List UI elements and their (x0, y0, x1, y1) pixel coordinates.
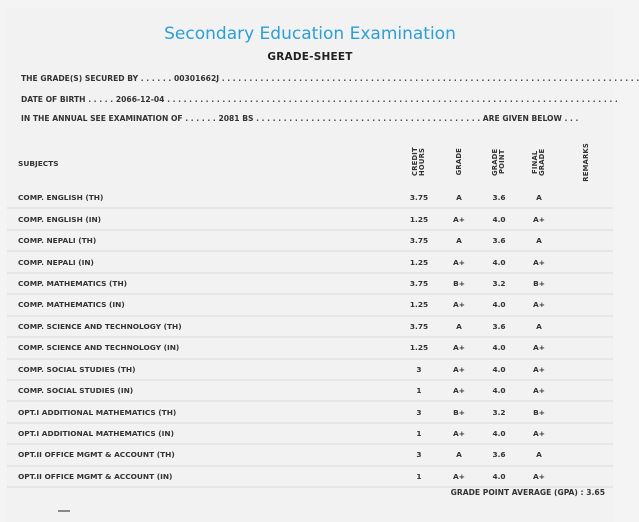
grade-point-cell: 4.0 (479, 359, 519, 380)
remarks-cell (559, 359, 613, 380)
credit-hours-cell: 1.25 (399, 251, 439, 272)
grade-secured-value: 00301662J (173, 74, 220, 83)
remarks-cell (559, 423, 613, 444)
table-row (7, 251, 613, 272)
final-grade-cell: A+ (519, 208, 559, 229)
final-grade-cell: B+ (519, 273, 559, 294)
grade-point-cell: 3.6 (479, 187, 519, 208)
grade-cell: A+ (439, 423, 479, 444)
dob-line: DATE OF BIRTH . . . . . 2066-12-04 . . . . . . . . . . . . . . . . . . . . . . . . . . . . . . . . . . . . . . . . . . . . . . . . . . . . . . . . . . . . . . . . . . . . . . . . . . . . . . . . . . (21, 95, 618, 104)
table-row (7, 230, 613, 251)
bottom-rule (58, 510, 70, 512)
final-grade-cell: A+ (519, 466, 559, 487)
gpa-value: 3.65 (586, 488, 605, 497)
table-row (7, 401, 613, 422)
credit-hours-cell: 3.75 (399, 273, 439, 294)
remarks-cell (559, 273, 613, 294)
page-subtitle: GRADE-SHEET (267, 51, 353, 63)
gpa-label: GRADE POINT AVERAGE (GPA) : (450, 488, 584, 497)
subject-cell: COMP. NEPALI (IN) (7, 251, 399, 272)
credit-hours-cell: 1 (399, 380, 439, 401)
grade-point-cell: 4.0 (479, 251, 519, 272)
table-row (7, 273, 613, 294)
table-row (7, 359, 613, 380)
table-row (7, 466, 613, 487)
grade-point-cell: 3.2 (479, 273, 519, 294)
table-header-row (7, 139, 613, 187)
final-grade-cell: A+ (519, 380, 559, 401)
subject-cell: COMP. MATHEMATICS (IN) (7, 294, 399, 315)
grade-cell: A+ (439, 294, 479, 315)
header-final-grade-label: FINAL GRADE (531, 148, 546, 176)
grade-secured-label: THE GRADE(S) SECURED BY (21, 74, 139, 83)
grade-cell: B+ (439, 273, 479, 294)
credit-hours-cell: 3.75 (399, 230, 439, 251)
table-row (7, 337, 613, 358)
exam-tail: ARE GIVEN BELOW (482, 114, 562, 123)
grade-point-cell: 4.0 (479, 208, 519, 229)
credit-hours-cell: 3 (399, 401, 439, 422)
remarks-cell (559, 380, 613, 401)
subject-cell: OPT.I ADDITIONAL MATHEMATICS (TH) (7, 401, 399, 422)
credit-hours-cell: 3 (399, 359, 439, 380)
subject-cell: COMP. SCIENCE AND TECHNOLOGY (TH) (7, 316, 399, 337)
credit-hours-cell: 3.75 (399, 316, 439, 337)
grade-point-cell: 3.6 (479, 316, 519, 337)
grade-point-cell: 4.0 (479, 337, 519, 358)
table-row (7, 208, 613, 229)
final-grade-cell: A (519, 444, 559, 465)
final-grade-cell: A+ (519, 294, 559, 315)
grade-secured-line: THE GRADE(S) SECURED BY . . . . . . 00301662J . . . . . . . . . . . . . . . . . . . . . . . . . . . . . . . . . . . . . . . . . . . . . . . . . . . . . . . . . . . . . . . . . . . . . . . . . . . . (21, 74, 639, 83)
final-grade-cell: B+ (519, 401, 559, 422)
grade-point-cell: 3.6 (479, 230, 519, 251)
subject-cell: COMP. SOCIAL STUDIES (TH) (7, 359, 399, 380)
subject-cell: COMP. NEPALI (TH) (7, 230, 399, 251)
exam-label: IN THE ANNUAL SEE EXAMINATION OF (21, 114, 183, 123)
remarks-cell (559, 337, 613, 358)
final-grade-cell: A+ (519, 359, 559, 380)
subject-cell: OPT.II OFFICE MGMT & ACCOUNT (TH) (7, 444, 399, 465)
page-title: Secondary Education Examination (164, 24, 456, 44)
subject-cell: COMP. SCIENCE AND TECHNOLOGY (IN) (7, 337, 399, 358)
header-remarks (559, 139, 613, 187)
header-final-grade (519, 139, 559, 187)
dob-label: DATE OF BIRTH (21, 95, 86, 104)
remarks-cell (559, 466, 613, 487)
subject-cell: OPT.I ADDITIONAL MATHEMATICS (IN) (7, 423, 399, 444)
grade-cell: A (439, 444, 479, 465)
remarks-cell (559, 316, 613, 337)
subject-cell: COMP. ENGLISH (IN) (7, 208, 399, 229)
grade-point-cell: 4.0 (479, 294, 519, 315)
header-credit-hours-label: CREDIT HOURS (411, 147, 426, 177)
final-grade-cell: A+ (519, 423, 559, 444)
header-subjects: SUBJECTS (18, 158, 59, 168)
credit-hours-cell: 1 (399, 423, 439, 444)
grade-point-cell: 4.0 (479, 466, 519, 487)
remarks-cell (559, 230, 613, 251)
grade-cell: A+ (439, 251, 479, 272)
exam-line: IN THE ANNUAL SEE EXAMINATION OF . . . . . . 2081 BS . . . . . . . . . . . . . . . . . . . . . . . . . . . . . . . . . . . . . . . . . ARE GIVEN BELOW . . . (21, 114, 579, 123)
credit-hours-cell: 3.75 (399, 187, 439, 208)
remarks-cell (559, 401, 613, 422)
grade-cell: A (439, 187, 479, 208)
remarks-cell (559, 444, 613, 465)
remarks-cell (559, 208, 613, 229)
grade-point-cell: 4.0 (479, 423, 519, 444)
remarks-cell (559, 294, 613, 315)
grade-cell: A (439, 230, 479, 251)
gpa-summary (7, 488, 605, 497)
remarks-cell (559, 251, 613, 272)
header-credit-hours (399, 139, 439, 187)
grade-point-cell: 4.0 (479, 380, 519, 401)
grade-sheet (7, 8, 639, 522)
final-grade-cell: A (519, 187, 559, 208)
table-row (7, 187, 613, 208)
grade-point-cell: 3.6 (479, 444, 519, 465)
grade-cell: A+ (439, 466, 479, 487)
subject-cell: OPT.II OFFICE MGMT & ACCOUNT (IN) (7, 466, 399, 487)
grade-cell: B+ (439, 401, 479, 422)
credit-hours-cell: 1.25 (399, 294, 439, 315)
header-grade-point (479, 139, 519, 187)
final-grade-cell: A (519, 230, 559, 251)
credit-hours-cell: 3 (399, 444, 439, 465)
final-grade-cell: A (519, 316, 559, 337)
header-grade-point-label: GRADE POINT (491, 148, 506, 176)
grade-cell: A+ (439, 337, 479, 358)
subject-cell: COMP. SOCIAL STUDIES (IN) (7, 380, 399, 401)
header-grade-label: GRADE (454, 148, 463, 176)
credit-hours-cell: 1.25 (399, 208, 439, 229)
grades-table-wrap (7, 139, 613, 479)
subject-cell: COMP. ENGLISH (TH) (7, 187, 399, 208)
subject-cell: COMP. MATHEMATICS (TH) (7, 273, 399, 294)
dob-value: 2066-12-04 (115, 95, 165, 104)
grade-cell: A+ (439, 208, 479, 229)
table-row (7, 444, 613, 465)
header-grade (439, 139, 479, 187)
final-grade-cell: A+ (519, 337, 559, 358)
credit-hours-cell: 1.25 (399, 337, 439, 358)
credit-hours-cell: 1 (399, 466, 439, 487)
grade-point-cell: 3.2 (479, 401, 519, 422)
final-grade-cell: A+ (519, 251, 559, 272)
grades-table (7, 139, 613, 488)
table-row (7, 294, 613, 315)
grade-cell: A (439, 316, 479, 337)
exam-value: 2081 BS (218, 114, 254, 123)
grade-cell: A+ (439, 380, 479, 401)
table-row (7, 423, 613, 444)
grade-cell: A+ (439, 359, 479, 380)
remarks-cell (559, 187, 613, 208)
table-row (7, 316, 613, 337)
table-row (7, 380, 613, 401)
header-remarks-label: REMARKS (581, 142, 590, 182)
